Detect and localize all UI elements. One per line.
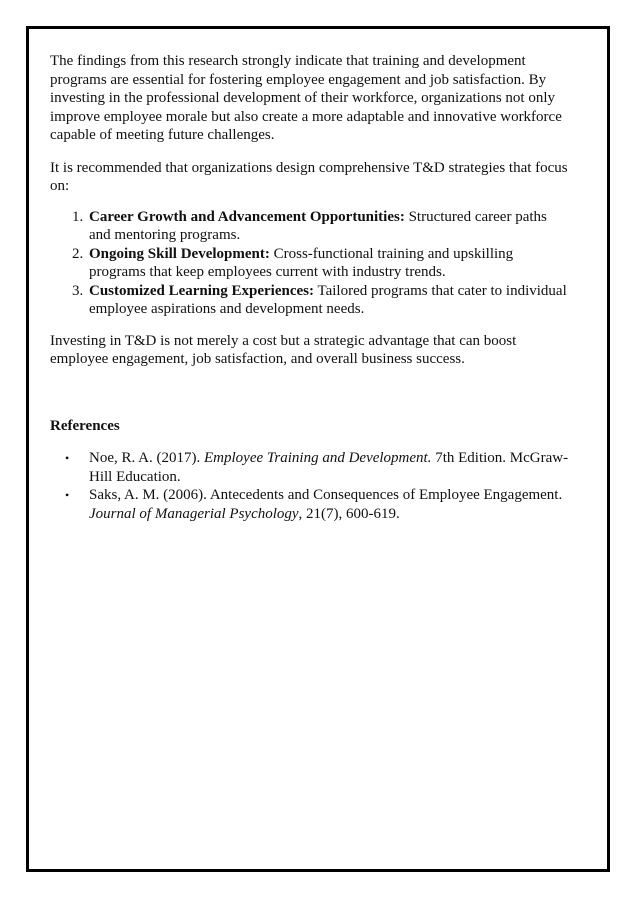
reference-title: Journal of Managerial Psychology xyxy=(89,505,299,522)
recommendation-intro: It is recommended that organizations design comprehensive T&D strategies that focus on: xyxy=(50,159,568,194)
recommendation-title: Ongoing Skill Development: xyxy=(89,245,270,262)
reference-suffix: , 21(7), 600-619. xyxy=(298,505,400,522)
references-list xyxy=(50,449,570,523)
list-item xyxy=(87,245,570,282)
bullet-icon: • xyxy=(65,451,70,465)
bullet-icon: • xyxy=(65,488,70,502)
findings-paragraph: The findings from this research strongly indicate that training and development programs are essential for fostering employee engagement and job satisfaction. By investing in the professional development of their workforce, organizations not only improve employee morale but also create a more adaptable and innovative workforce capable of meeting future challenges. xyxy=(50,53,562,143)
list-item xyxy=(65,486,570,523)
document-body xyxy=(50,52,570,523)
list-item xyxy=(87,282,570,319)
list-item xyxy=(65,449,570,486)
recommendation-title: Customized Learning Experiences: xyxy=(89,282,314,299)
reference-title: Employee Training and Development. xyxy=(204,450,432,466)
reference-prefix: Saks, A. M. (2006). Antecedents and Consequences of Employee Engagement. xyxy=(89,487,563,503)
recommendation-title: Career Growth and Advancement Opportunities: xyxy=(89,208,405,225)
reference-suffix: 7th Edition. McGraw-Hill Education. xyxy=(89,450,569,485)
list-item xyxy=(87,208,570,245)
recommendation-text: Structured career paths and mentoring programs. xyxy=(89,208,547,243)
recommendation-text: Cross-functional training and upskilling programs that keep employees current with industry trends. xyxy=(89,245,514,280)
conclusion-paragraph: Investing in T&D is not merely a cost but a strategic advantage that can boost employee engagement, job satisfaction, and overall business success. xyxy=(50,332,517,367)
recommendation-text: Tailored programs that cater to individual employee aspirations and development needs. xyxy=(89,282,567,317)
recommendations-list xyxy=(50,208,570,319)
references-heading: References xyxy=(50,417,120,434)
reference-prefix: Noe, R. A. (2017). xyxy=(89,450,204,466)
